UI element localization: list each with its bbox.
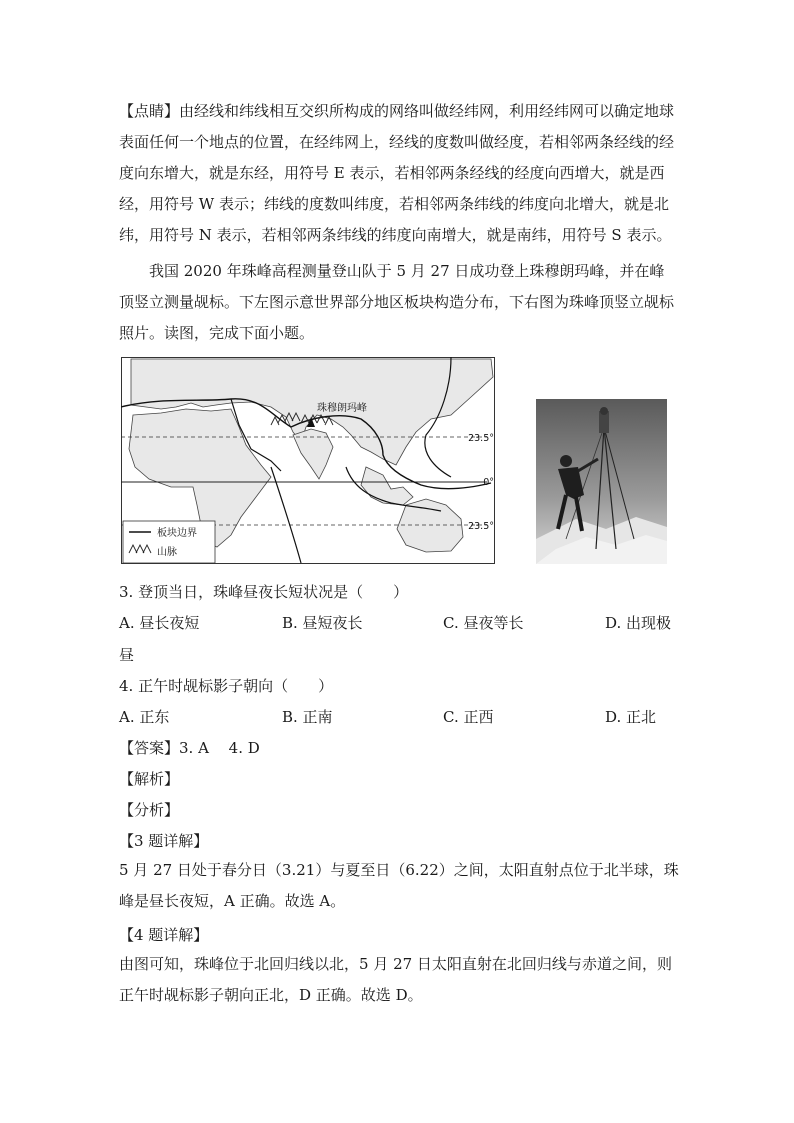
fenxi-heading: 【分析】: [119, 801, 180, 819]
q4-detail-heading: 【4 题详解】: [119, 926, 209, 944]
q3-option-d: D. 出现极: [605, 614, 672, 632]
lat-label-north: 23.5°: [468, 433, 494, 444]
lat-label-equator: 0°: [483, 477, 494, 488]
q3-option-c: C. 昼夜等长: [443, 614, 524, 632]
dianjing-paragraph: 【点睛】由经线和纬线相互交织所构成的网络叫做经纬网，利用经纬网可以确定地球表面任何一个地点的位置，在经纬网上，经线的度数叫做经度，若相邻两条经线的经度向东增大，就是东经，用符号 E 表示，若相邻两条经线的经度向西增大，就是西经，用符号 W 表示；纬线的度数叫纬度，若相邻两条纬线的纬度向北增大，就是北纬，用符号 N 表示，若相邻两条纬线的纬度向南增大，就是南纬，用符号 S 表示。: [119, 102, 675, 244]
q4-option-d: D. 正北: [605, 708, 657, 726]
q4-option-c: C. 正西: [443, 708, 494, 726]
q4-stem: 4. 正午时觇标影子朝向（ ）: [119, 677, 334, 695]
q3-detail-text: 5 月 27 日处于春分日（3.21）与夏至日（6.22）之间，太阳直射点位于北半球，珠峰是昼长夜短，A 正确。故选 A。: [119, 861, 679, 910]
q3-option-b: B. 昼短夜长: [282, 614, 363, 632]
plate-tectonics-map: [121, 357, 495, 564]
lat-label-south: 23.5°: [468, 521, 494, 532]
analysis-heading: 【解析】: [119, 770, 180, 788]
q3-detail-heading: 【3 题详解】: [119, 832, 209, 850]
q4-detail-text: 由图可知，珠峰位于北回归线以北，5 月 27 日太阳直射在北回归线与赤道之间，则正午时觇标影子朝向正北，D 正确。故选 D。: [119, 955, 672, 1004]
q3-option-d-continued: 昼: [119, 646, 135, 664]
q3-option-a: A. 昼长夜短: [119, 614, 200, 632]
question-intro-paragraph: 我国 2020 年珠峰高程测量登山队于 5 月 27 日成功登上珠穆朗玛峰，并在峰顶竖立测量觇标。下左图示意世界部分地区板块构造分布，下右图为珠峰顶竖立觇标照片。读图，完成下面小题。: [119, 262, 675, 342]
q3-stem: 3. 登顶当日，珠峰昼夜长短状况是（ ）: [119, 583, 409, 601]
everest-label: 珠穆朗玛峰: [317, 403, 367, 414]
legend-boundary-label: 板块边界: [157, 528, 197, 539]
q4-option-a: A. 正东: [119, 708, 170, 726]
survey-beacon-photo: [536, 399, 667, 564]
answer-line: 【答案】3. A 4. D: [119, 739, 260, 757]
legend-mountain-label: 山脉: [157, 547, 177, 558]
q4-option-b: B. 正南: [282, 708, 333, 726]
